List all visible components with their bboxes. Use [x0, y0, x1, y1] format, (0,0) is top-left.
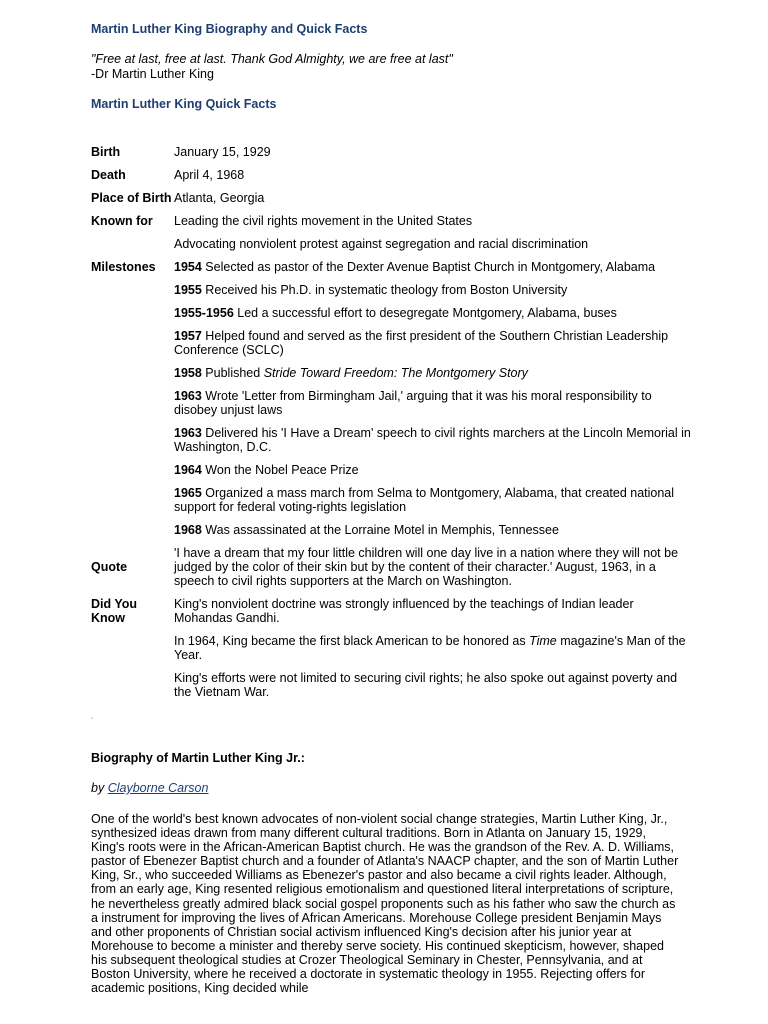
fact-value: King's efforts were not limited to securing civil rights; he also spoke out against poverty and the Vietnam War. — [174, 671, 678, 699]
milestone-year: 1958 — [174, 366, 202, 380]
fact-row-birth — [91, 145, 691, 159]
fact-label: Quote — [91, 560, 128, 574]
fact-label: Death — [91, 168, 126, 182]
milestone-year: 1964 — [174, 463, 202, 477]
epigraph-quote: "Free at last, free at last. Thank God Almighty, we are free at last" — [91, 52, 453, 66]
milestone-item — [174, 306, 691, 320]
byline-prefix: by — [91, 781, 105, 795]
milestone-row — [91, 283, 691, 297]
milestone-row — [91, 486, 691, 514]
milestone-item — [174, 463, 691, 477]
milestone-text: Organized a mass march from Selma to Montgomery, Alabama, that created national support for federal voting-rights legislation — [174, 486, 675, 514]
tiny-mark: '' — [91, 718, 94, 724]
fact-label: Known for — [91, 214, 153, 228]
dyk-text: magazine's Man of the Year. — [174, 634, 686, 662]
milestone-year: 1965 — [174, 486, 202, 500]
milestone-year: 1955-1956 — [174, 306, 234, 320]
fact-row-did-you-know-3 — [91, 671, 691, 699]
fact-row-known-for — [91, 214, 691, 228]
author-link[interactable]: Clayborne Carson — [107, 781, 209, 795]
fact-row-death — [91, 168, 691, 182]
milestone-row — [91, 463, 691, 477]
milestone-row — [91, 306, 691, 320]
epigraph-attribution: -Dr Martin Luther King — [91, 66, 214, 81]
milestone-item — [174, 329, 691, 357]
milestone-item — [174, 389, 691, 417]
fact-value: King's nonviolent doctrine was strongly influenced by the teachings of Indian leader Mohandas Gandhi. — [174, 597, 634, 625]
milestone-item — [174, 523, 691, 537]
fact-value: Leading the civil rights movement in the United States — [174, 214, 473, 228]
milestone-text: Selected as pastor of the Dexter Avenue Baptist Church in Montgomery, Alabama — [205, 260, 656, 274]
fact-value: Advocating nonviolent protest against segregation and racial discrimination — [174, 237, 589, 251]
biography-heading: Biography of Martin Luther King Jr.: — [91, 751, 305, 765]
biography-text: One of the world's best known advocates of non-violent social change strategies, Martin Luther King, Jr., synthesized ideas drawn from many different cultural traditions. Born in Atlanta on January 15, 1929, King's roots were in the African-American Baptist church. He was the grandson of the Rev. A. D. Williams, pastor of Ebenezer Baptist church and a founder of Atlanta's NAACP chapter, and the son of Martin Luther King, Sr., who succeeded Williams as Ebenezer's pastor and also became a civil rights leader. Although, from an early age, King resented religious emotionalism and questioned literal interpretations of scripture, he nevertheless greatly admired black social gospel proponents such as his father who saw the church as a instrument for improving the lives of African Americans. Morehouse College president Benjamin Mays and other proponents of Christian social activism influenced King's decision after his junior year at Morehouse to become a minister and thereby serve society. His continued skepticism, however, shaped his subsequent theological studies at Crozer Theological Seminary in Chester, Pennsylvania, and at Boston University, where he received a doctorate in systematic theology in 1955. Rejecting offers for academic positions, King decided while — [91, 812, 679, 996]
milestone-row — [91, 523, 691, 537]
page-title: Martin Luther King Biography and Quick Facts — [91, 22, 368, 36]
milestone-item — [174, 260, 691, 274]
milestone-item — [174, 283, 691, 297]
fact-row-place-of-birth — [91, 191, 691, 205]
milestone-item — [174, 366, 691, 380]
fact-value: January 15, 1929 — [174, 145, 271, 159]
milestone-row — [91, 260, 691, 274]
milestone-text: Led a successful effort to desegregate Montgomery, Alabama, buses — [237, 306, 617, 320]
fact-label: Place of Birth — [91, 191, 172, 205]
milestone-year: 1954 — [174, 260, 202, 274]
magazine-title: Time — [529, 634, 557, 648]
milestone-text: Received his Ph.D. in systematic theology from Boston University — [205, 283, 568, 297]
fact-label: Birth — [91, 145, 121, 159]
milestone-year: 1963 — [174, 389, 202, 403]
milestone-text: Published — [205, 366, 261, 380]
fact-label: Did You Know — [91, 597, 138, 625]
milestone-year: 1963 — [174, 426, 202, 440]
milestone-text: Delivered his 'I Have a Dream' speech to civil rights marchers at the Lincoln Memorial in Washington, D.C. — [174, 426, 691, 454]
milestone-year: 1968 — [174, 523, 202, 537]
fact-value: 'I have a dream that my four little children will one day live in a nation where they will not be judged by the color of their skin but by the content of their character.' August, 1963, in a speech to civil rights supporters at the March on Washington. — [174, 546, 679, 588]
milestone-text: Wrote 'Letter from Birmingham Jail,' arguing that it was his moral responsibility to disobey unjust laws — [174, 389, 652, 417]
epigraph — [91, 52, 453, 81]
book-title: Stride Toward Freedom: The Montgomery Story — [263, 366, 528, 380]
byline — [91, 781, 208, 795]
quick-facts-table — [91, 145, 691, 699]
milestone-row — [91, 366, 691, 380]
fact-row-quote — [91, 546, 691, 588]
fact-value — [174, 634, 691, 662]
milestone-row — [91, 329, 691, 357]
milestone-row — [91, 389, 691, 417]
fact-row-known-for-2 — [91, 237, 691, 251]
milestone-text: Was assassinated at the Lorraine Motel in Memphis, Tennessee — [205, 523, 559, 537]
milestone-year: 1957 — [174, 329, 202, 343]
fact-value: April 4, 1968 — [174, 168, 245, 182]
milestone-item — [174, 486, 691, 514]
milestone-item — [174, 426, 691, 454]
milestone-row — [91, 426, 691, 454]
milestone-text: Helped found and served as the first president of the Southern Christian Leadership Conference (SCLC) — [174, 329, 669, 357]
quick-facts-heading: Martin Luther King Quick Facts — [91, 97, 277, 111]
milestone-year: 1955 — [174, 283, 202, 297]
fact-label: Milestones — [91, 260, 156, 274]
milestone-text: Won the Nobel Peace Prize — [205, 463, 359, 477]
dyk-text: In 1964, King became the first black American to be honored as — [174, 634, 526, 648]
fact-row-did-you-know — [91, 597, 691, 625]
fact-value: Atlanta, Georgia — [174, 191, 265, 205]
fact-row-did-you-know-2 — [91, 634, 691, 662]
